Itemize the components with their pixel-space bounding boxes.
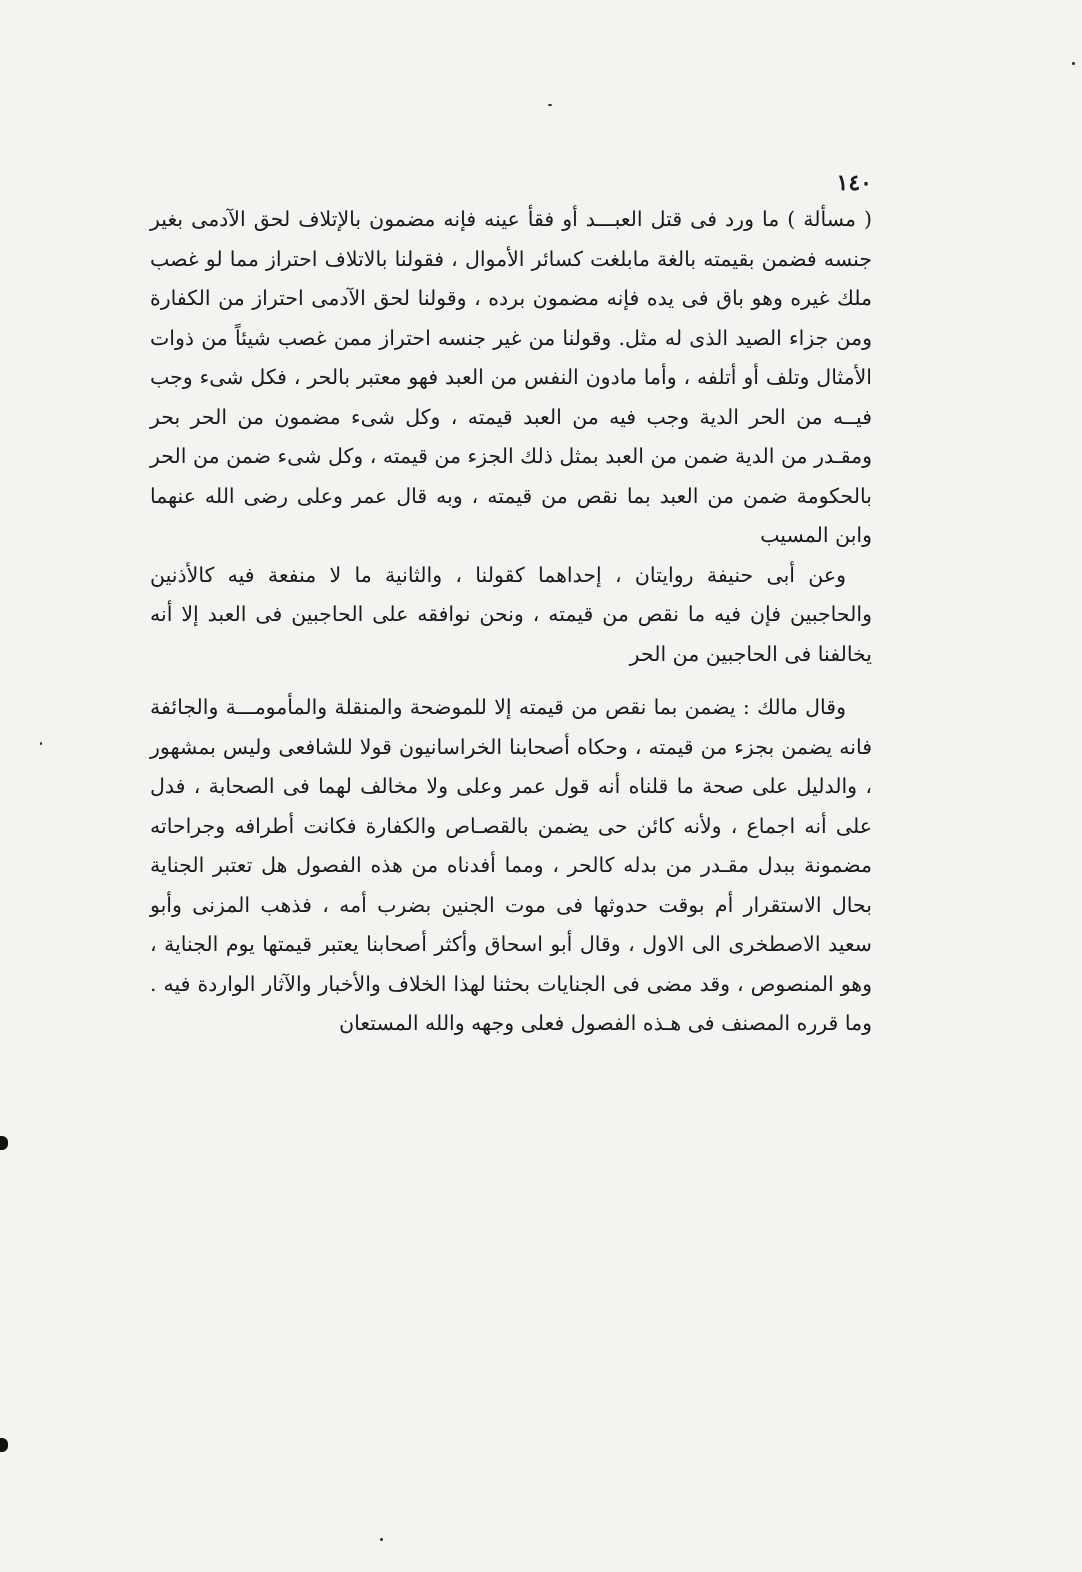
scan-edge-mark (0, 1136, 8, 1150)
scan-speck (40, 742, 42, 745)
paragraph: ( مسألة ) ما ورد فى قتل العبـــد أو فقأ عينه فإنه مضمون بالإتلاف لحق الآدمى بغير جنسه فضمن بقيمته بالغة مابلغت كسائر الأموال ، فقولنا بالاتلاف احتراز مما لو غصب ملك غيره وهو باق فى يده فإنه مضمون برده ، وقولنا لحق الآدمى احتراز من الكفارة ومن جزاء الصيد الذى له مثل. وقولنا من غير جنسه احتراز ممن غصب شيئاً من ذوات الأمثال وتلف أو أتلفه ، وأما مادون النفس من العبد فهو معتبر بالحر ، فكل شىء وجب فيــه من الحر الدية وجب فيه من العبد قيمته ، وكل شىء مضمون من الحر بحر ومقـدر من الدية ضمن من العبد بمثل ذلك الجزء من قيمته ، وكل شىء ضمن من الحر بالحكومة ضمن من العبد بما نقص من قيمته ، وبه قال عمر وعلى رضى الله عنهما وابن المسيب (150, 207, 872, 547)
scan-speck (548, 104, 552, 106)
scan-speck (380, 1538, 383, 1541)
paragraph: وعن أبى حنيفة روايتان ، إحداهما كقولنا ، والثانية ما لا منفعة فيه كالأذنين والحاجبين فإن فيه ما نقص من قيمته ، ونحن نوافقه على الحاجبين فى العبد إلا أنه يخالفنا فى الحاجبين من الحر (150, 562, 872, 666)
scan-speck (1072, 62, 1075, 65)
paragraph: وقال مالك : يضمن بما نقص من قيمته إلا للموضحة والمنقلة والمأمومـــة والجائفة فانه يضمن بجزء من قيمته ، وحكاه أصحابنا الخراسانيون قولا للشافعى وليس بمشهور ، والدليل على صحة ما قلناه أنه قول عمر وعلى ولا مخالف لهما فى الصحابة ، فدل على أنه اجماع ، ولأنه كائن حى يضمن بالقصـاص والكفارة فكانت أطرافه وجراحاته مضمونة ببدل مقـدر من بدله كالحر ، ومما أفدناه من هذه الفصول هل تعتبر الجناية بحال الاستقرار أم بوقت حدوثها فى موت الجنين بضرب أمه ، فذهب المزنى وأبو سعيد الاصطخرى الى الاول ، وقال أبو اسحاق وأكثر أصحابنا يعتبر قيمتها يوم الجناية ، وهو المنصوص ، وقد مضى فى الجنايات بحثنا لهذا الخلاف والأخبار والآثار الواردة فيه . وما قرره المصنف فى هـذه الفصول فعلى وجهه والله المستعان (150, 695, 872, 1035)
page-number: ١٤٠ (836, 170, 872, 196)
body-text (150, 200, 872, 1044)
scan-edge-mark (0, 1438, 8, 1452)
